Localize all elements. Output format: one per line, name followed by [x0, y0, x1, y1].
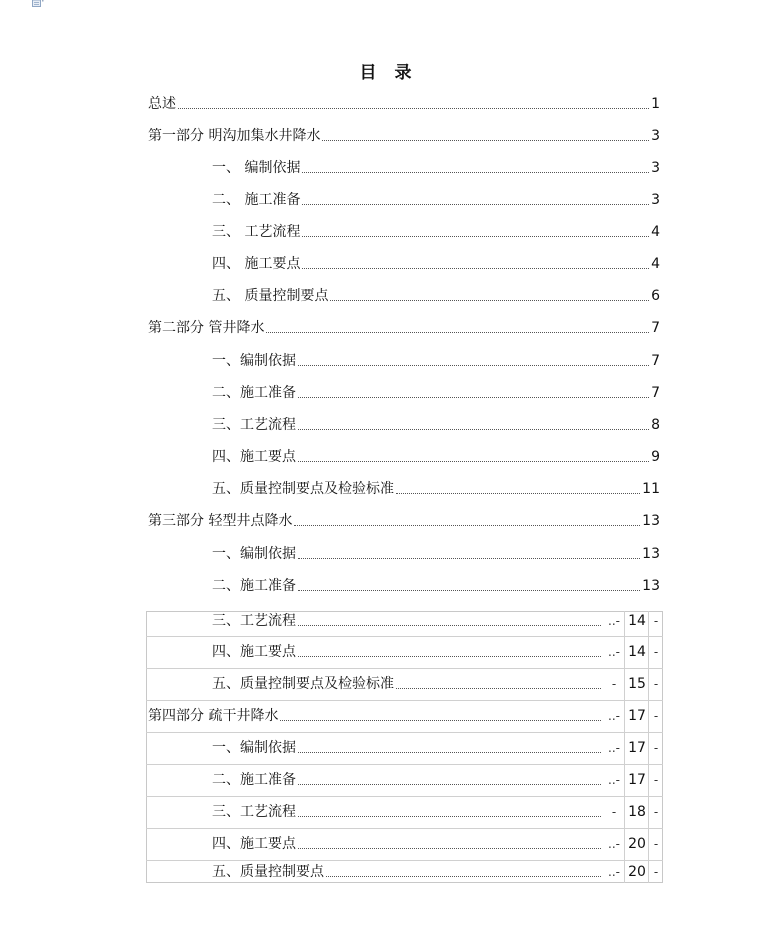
page-dash-before: ..- — [608, 709, 620, 723]
toc-entry[interactable] — [148, 318, 660, 338]
page-dash-after: - — [653, 614, 659, 628]
toc-table-entry[interactable] — [148, 834, 663, 854]
toc-entry-label: 四、 施工要点 — [212, 256, 301, 272]
table-row-divider — [146, 732, 663, 733]
dot-leader — [298, 590, 640, 591]
toc-entry-label: 四、施工要点 — [212, 449, 296, 465]
dot-leader — [322, 140, 649, 141]
page-dash-after: - — [653, 773, 659, 787]
toc-entry[interactable] — [148, 254, 660, 274]
toc-entry[interactable] — [148, 94, 660, 114]
toc-entry-label: 一、 编制依据 — [212, 160, 301, 176]
page-dash-before: ..- — [608, 741, 620, 755]
toc-entry-label: 二、施工准备 — [212, 385, 296, 401]
toc-title: 目 录 — [359, 63, 418, 83]
toc-entry[interactable] — [148, 415, 660, 435]
toc-entry-page: 7 — [651, 353, 660, 369]
dot-leader — [302, 268, 649, 269]
toc-entry-label: 第三部分 轻型井点降水 — [148, 513, 293, 529]
table-row-divider — [146, 828, 663, 829]
toc-entry[interactable] — [148, 511, 660, 531]
toc-entry-label: 第四部分 疏干井降水 — [148, 708, 279, 724]
toc-entry[interactable] — [148, 351, 660, 371]
toc-entry-label: 一、编制依据 — [212, 546, 296, 562]
toc-entry[interactable] — [148, 222, 660, 242]
page-dash-after: - — [653, 805, 659, 819]
page-dash-before: ..- — [608, 837, 620, 851]
toc-entry-page: 17 — [628, 772, 646, 788]
document-icon — [32, 0, 44, 7]
dot-leader — [178, 108, 649, 109]
toc-entry-page: 14 — [628, 613, 646, 629]
toc-entry-page: 6 — [651, 288, 660, 304]
page-dash-after: - — [653, 741, 659, 755]
dot-leader — [330, 300, 649, 301]
toc-entry[interactable] — [148, 447, 660, 467]
toc-entry-page: 17 — [628, 740, 646, 756]
dot-leader — [326, 876, 601, 877]
dot-leader — [298, 848, 601, 849]
toc-entry[interactable] — [148, 158, 660, 178]
toc-entry-label: 一、编制依据 — [212, 353, 296, 369]
toc-entry-label: 总述 — [148, 96, 176, 112]
dot-leader — [298, 784, 601, 785]
dot-leader — [298, 656, 601, 657]
page-dash-after: - — [653, 677, 659, 691]
toc-entry-page: 4 — [651, 256, 660, 272]
toc-entry-label: 二、施工准备 — [212, 578, 296, 594]
toc-entry-page: 7 — [651, 320, 660, 336]
page-dash-after: - — [653, 709, 659, 723]
dot-leader — [298, 752, 601, 753]
toc-entry-page: 1 — [651, 96, 660, 112]
toc-entry-page: 3 — [651, 160, 660, 176]
toc-entry[interactable] — [148, 190, 660, 210]
toc-table-entry[interactable] — [148, 802, 663, 822]
page-dash-before: - — [611, 805, 617, 819]
toc-entry-page: 9 — [651, 449, 660, 465]
dot-leader — [266, 332, 649, 333]
table-row-divider — [146, 636, 663, 637]
toc-entry-page: 13 — [642, 546, 660, 562]
toc-entry-label: 五、质量控制要点及检验标准 — [212, 481, 394, 497]
dot-leader — [302, 204, 649, 205]
toc-table-entry[interactable] — [148, 706, 663, 726]
toc-entry-page: 13 — [642, 578, 660, 594]
toc-entry-page: 3 — [651, 128, 660, 144]
toc-entry-page: 18 — [628, 804, 646, 820]
toc-table-entry[interactable] — [148, 862, 663, 882]
dot-leader — [298, 397, 649, 398]
toc-entry-label: 五、质量控制要点 — [212, 864, 324, 880]
toc-table-entry[interactable] — [148, 770, 663, 790]
dot-leader — [298, 461, 649, 462]
toc-entry-page: 13 — [642, 513, 660, 529]
dot-leader — [298, 625, 601, 626]
toc-table-entry[interactable] — [148, 611, 663, 631]
page-dash-before: ..- — [608, 773, 620, 787]
toc-entry[interactable] — [148, 544, 660, 564]
toc-entry[interactable] — [148, 286, 660, 306]
toc-entry-page: 4 — [651, 224, 660, 240]
page-dash-before: ..- — [608, 614, 620, 628]
toc-entry-label: 一、编制依据 — [212, 740, 296, 756]
page-dash-after: - — [653, 645, 659, 659]
dot-leader — [280, 720, 601, 721]
toc-entry[interactable] — [148, 126, 660, 146]
page-dash-before: ..- — [608, 865, 620, 879]
toc-entry-page: 20 — [628, 864, 646, 880]
table-row-divider — [146, 700, 663, 701]
toc-entry-label: 三、 工艺流程 — [212, 224, 301, 240]
dot-leader — [298, 365, 649, 366]
toc-entry-page: 7 — [651, 385, 660, 401]
table-row-divider — [146, 668, 663, 669]
dot-leader — [396, 493, 640, 494]
toc-entry-page: 14 — [628, 644, 646, 660]
toc-entry-page: 3 — [651, 192, 660, 208]
page-dash-before: ..- — [608, 645, 620, 659]
toc-table-entry[interactable] — [148, 738, 663, 758]
toc-entry-label: 五、质量控制要点及检验标准 — [212, 676, 394, 692]
table-row-divider — [146, 796, 663, 797]
dot-leader — [294, 525, 640, 526]
toc-entry-label: 三、工艺流程 — [212, 804, 296, 820]
dot-leader — [298, 558, 640, 559]
toc-entry-label: 三、工艺流程 — [212, 417, 296, 433]
page-dash-after: - — [653, 865, 659, 879]
page-dash-before: - — [611, 677, 617, 691]
toc-entry[interactable] — [148, 383, 660, 403]
toc-table-entry[interactable] — [148, 674, 663, 694]
dot-leader — [302, 172, 649, 173]
page-dash-after: - — [653, 837, 659, 851]
toc-entry-label: 四、施工要点 — [212, 836, 296, 852]
dot-leader — [302, 236, 649, 237]
toc-entry-page: 17 — [628, 708, 646, 724]
dot-leader — [396, 688, 601, 689]
toc-entry-page: 11 — [642, 481, 660, 497]
toc-entry-page: 15 — [628, 676, 646, 692]
toc-entry-label: 四、施工要点 — [212, 644, 296, 660]
toc-entry-page: 20 — [628, 836, 646, 852]
toc-table-entry[interactable] — [148, 642, 663, 662]
table-row-divider — [146, 860, 663, 861]
toc-entry-label: 第二部分 管井降水 — [148, 320, 265, 336]
dot-leader — [298, 429, 649, 430]
toc-entry-label: 第一部分 明沟加集水井降水 — [148, 128, 321, 144]
toc-entry-page: 8 — [651, 417, 660, 433]
toc-entry-label: 五、 质量控制要点 — [212, 288, 329, 304]
table-row-divider — [146, 764, 663, 765]
toc-entry[interactable] — [148, 479, 660, 499]
toc-entry-label: 二、 施工准备 — [212, 192, 301, 208]
toc-entry[interactable] — [148, 576, 660, 596]
dot-leader — [298, 816, 601, 817]
toc-entry-label: 三、工艺流程 — [212, 613, 296, 629]
toc-entry-label: 二、施工准备 — [212, 772, 296, 788]
